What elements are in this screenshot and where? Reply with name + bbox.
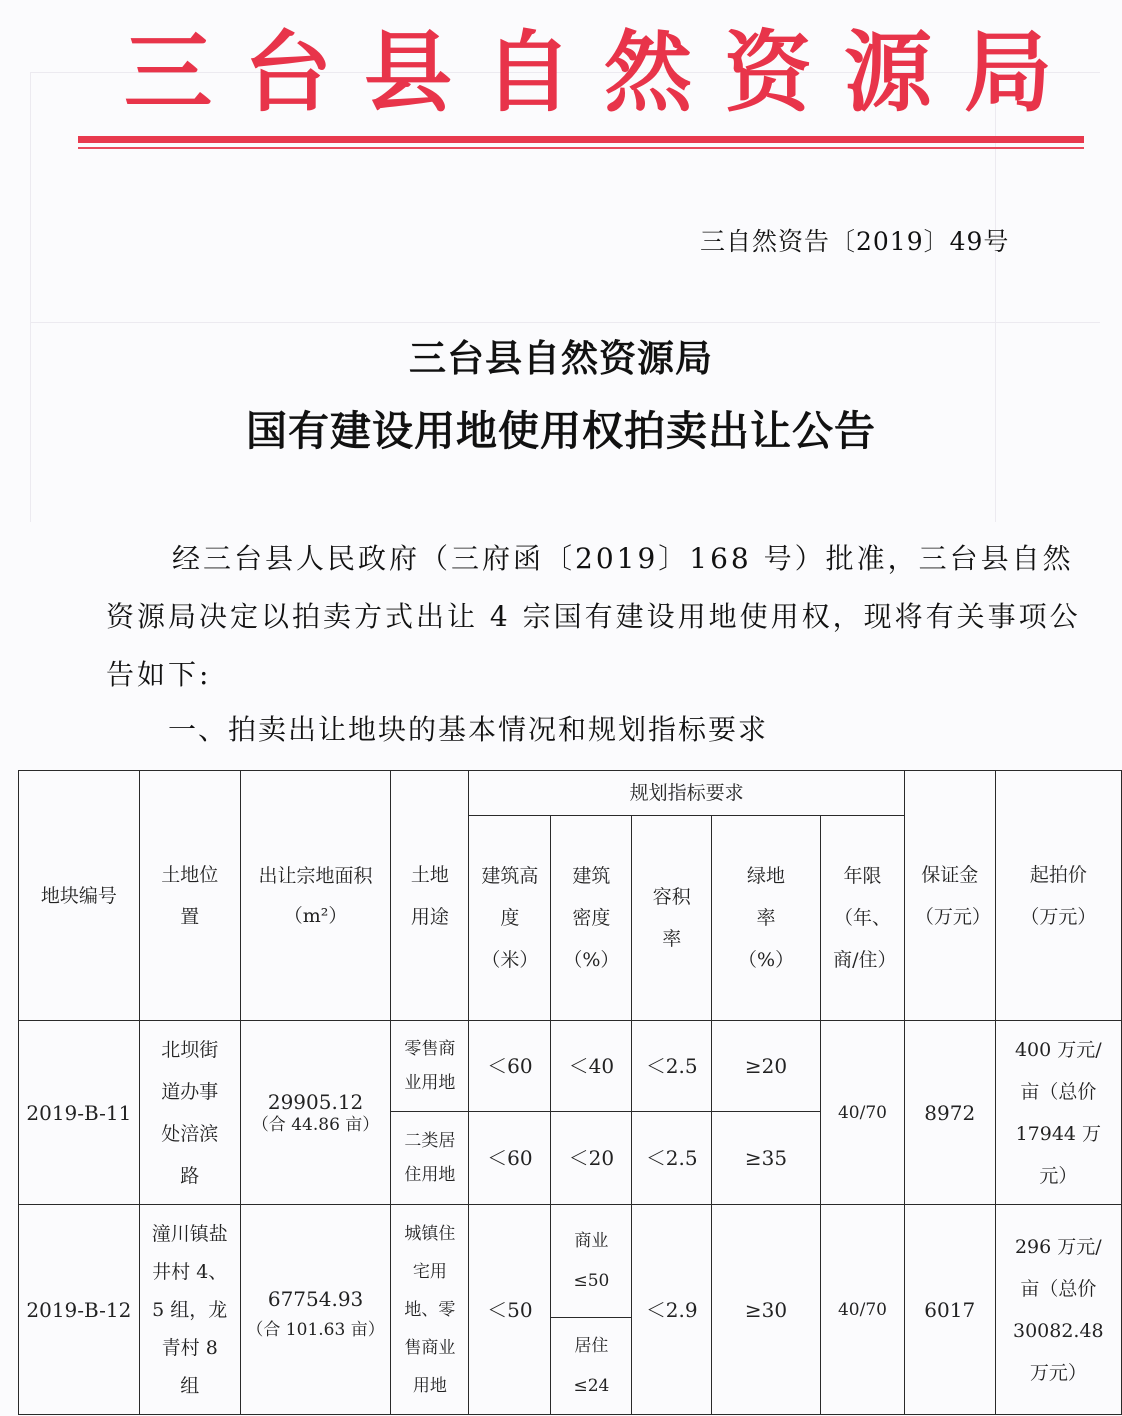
- document-title-org: 三台县自然资源局: [409, 337, 713, 380]
- letterhead-divider-thick: [78, 136, 1084, 143]
- area-mu: （合 101.63 亩）: [246, 1319, 385, 1340]
- parcel-table: [18, 770, 1122, 1415]
- parcel-area: [240, 1021, 391, 1205]
- green-ratio: ≥30: [712, 1205, 821, 1415]
- header-location: 土地位置: [139, 771, 240, 1021]
- header-floor-area-ratio: 容积率: [632, 816, 712, 1021]
- parcel-location: 北坝街道办事处涪滨路: [139, 1021, 240, 1205]
- bleed-through-line: [30, 322, 1100, 323]
- header-deposit: 保证金（万元）: [904, 771, 995, 1021]
- intro-paragraph: 经三台县人民政府（三府函〔2019〕168 号）批准，三台县自然资源局决定以拍卖方式出让 4 宗国有建设用地使用权，现将有关事项公告如下:: [106, 542, 1081, 691]
- land-use: 零售商业用地: [391, 1021, 469, 1112]
- header-area-label: 出让宗地面积: [258, 864, 373, 887]
- header-planning-group: 规划指标要求: [469, 771, 905, 816]
- header-area: [240, 771, 391, 1021]
- header-parcel-no: 地块编号: [19, 771, 140, 1021]
- building-height: ＜60: [469, 1021, 551, 1112]
- table-row: [19, 1205, 1122, 1318]
- letterhead-divider-thin: [78, 147, 1084, 149]
- letterhead-char: 三: [123, 20, 212, 124]
- header-building-density: 建筑密度（%）: [551, 816, 632, 1021]
- document-title: 国有建设用地使用权拍卖出让公告: [246, 407, 876, 455]
- deposit: 8972: [904, 1021, 995, 1205]
- area-sqm: 67754.93: [267, 1286, 364, 1311]
- term: 40/70: [821, 1021, 905, 1205]
- letterhead-char: 资: [723, 20, 812, 124]
- parcel-no: 2019-B-11: [19, 1021, 140, 1205]
- starting-price: 400 万元/亩（总价 17944 万元）: [995, 1021, 1121, 1205]
- density-value: ≤50: [573, 1271, 610, 1291]
- land-use: 城镇住宅用地、零售商业用地: [391, 1205, 469, 1415]
- letterhead-char: 源: [843, 20, 932, 124]
- parcel-location: 潼川镇盐井村 4、5 组，龙青村 8 组: [139, 1205, 240, 1415]
- header-starting-price: 起拍价（万元）: [995, 771, 1121, 1021]
- table-row: [19, 1021, 1122, 1112]
- building-density: ＜40: [551, 1021, 632, 1112]
- building-density-residential: [551, 1318, 632, 1415]
- floor-area-ratio: ＜2.5: [632, 1021, 712, 1112]
- body-paragraph: [106, 530, 1081, 704]
- term: 40/70: [821, 1205, 905, 1415]
- density-value: ≤24: [573, 1376, 610, 1396]
- building-height: ＜50: [469, 1205, 551, 1415]
- section-heading: 一、拍卖出让地块的基本情况和规划指标要求: [168, 713, 769, 746]
- letterhead-char: 自: [483, 20, 572, 124]
- building-density: ＜20: [551, 1112, 632, 1205]
- parcel-area: [240, 1205, 391, 1415]
- land-use: 二类居住用地: [391, 1112, 469, 1205]
- parcel-no: 2019-B-12: [19, 1205, 140, 1415]
- green-ratio: ≥35: [712, 1112, 821, 1205]
- letterhead-char: 台: [243, 20, 332, 124]
- area-sqm: 29905.12: [267, 1089, 364, 1114]
- starting-price: 296 万元/亩（总价 30082.48 万元）: [995, 1205, 1121, 1415]
- letterhead-char: 局: [963, 20, 1052, 124]
- letterhead-char: 县: [363, 20, 452, 124]
- floor-area-ratio: ＜2.5: [632, 1112, 712, 1205]
- deposit: 6017: [904, 1205, 995, 1415]
- green-ratio: ≥20: [712, 1021, 821, 1112]
- header-term: 年限（年、商/住）: [821, 816, 905, 1021]
- building-height: ＜60: [469, 1112, 551, 1205]
- area-mu: （合 44.86 亩）: [251, 1114, 380, 1135]
- building-density-commercial: [551, 1205, 632, 1318]
- header-area-unit: （m²）: [283, 904, 348, 927]
- density-label: 商业: [574, 1231, 609, 1251]
- header-green-ratio: 绿地率（%）: [712, 816, 821, 1021]
- floor-area-ratio: ＜2.9: [632, 1205, 712, 1415]
- header-land-use: 土地用途: [391, 771, 469, 1021]
- header-building-height: 建筑高度（米）: [469, 816, 551, 1021]
- document-number: 三自然资告〔2019〕49号: [700, 227, 1010, 256]
- density-label: 居住: [574, 1336, 609, 1356]
- letterhead-char: 然: [603, 20, 692, 124]
- letterhead-org-name: [118, 22, 1058, 122]
